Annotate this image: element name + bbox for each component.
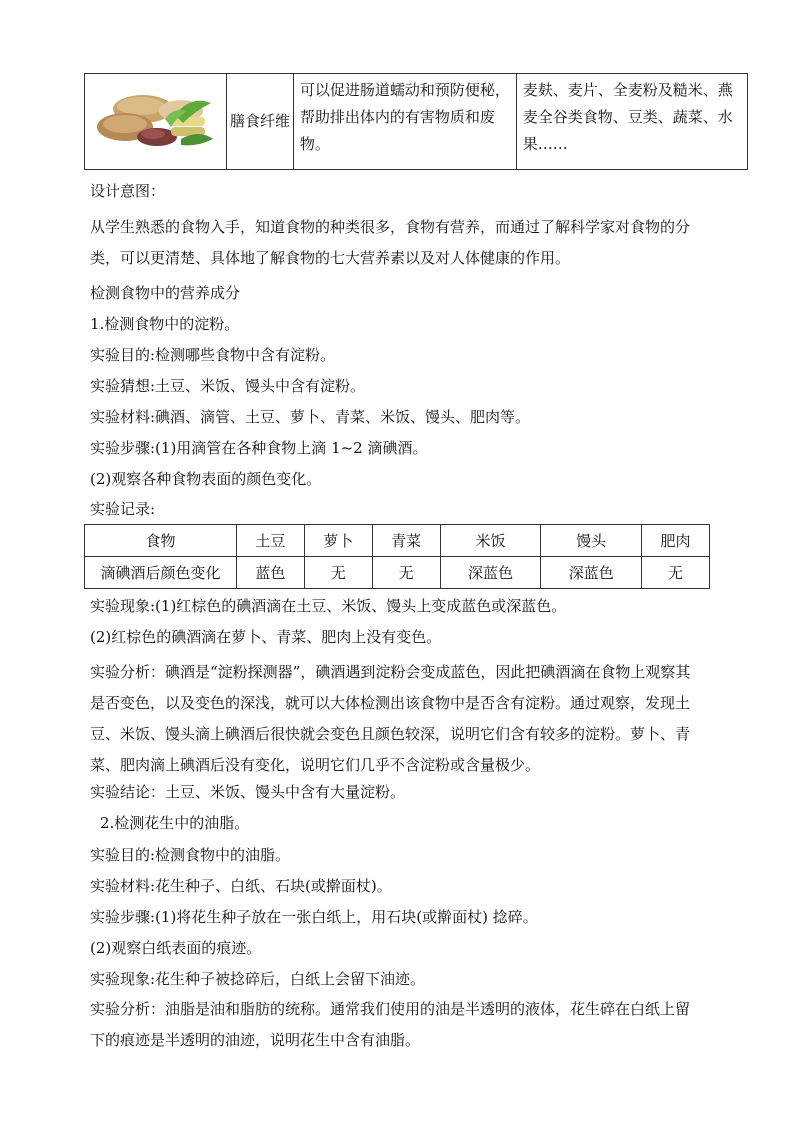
- exp2-purpose: 实验目的:检测食物中的油脂。: [90, 846, 291, 864]
- experiment-table: [84, 524, 710, 589]
- food-image: [95, 89, 217, 155]
- exp1-step1: 实验步骤:(1)用滴管在各种食物上滴 1~2 滴碘酒。: [90, 439, 428, 457]
- exp2-phenomenon: 实验现象:花生种子被捻碎后，白纸上会留下油迹。: [90, 970, 426, 988]
- table-cell: 滴碘酒后颜色变化: [85, 557, 237, 589]
- exp1-purpose: 实验目的:检测哪些食物中含有淀粉。: [90, 346, 336, 364]
- table-header-cell: 米饭: [440, 525, 541, 557]
- table-header-cell: 青菜: [372, 525, 440, 557]
- exp2-title: 2.检测花生中的油脂。: [100, 814, 250, 832]
- table-header-cell: 萝卜: [304, 525, 372, 557]
- section-title: 检测食物中的营养成分: [90, 284, 241, 302]
- table-cell: 蓝色: [237, 557, 305, 589]
- table-row: [85, 74, 748, 170]
- table-cell: 深蓝色: [440, 557, 541, 589]
- exp1-conclusion: 实验结论：土豆、米饭、馒头中含有大量淀粉。: [90, 783, 406, 801]
- table-header-cell: 馒头: [541, 525, 642, 557]
- nutrient-name: 膳食纤维: [227, 74, 294, 170]
- table-header-cell: 食物: [85, 525, 237, 557]
- exp1-analysis: 实验分析：碘酒是“淀粉探测器”，碘酒遇到淀粉会变成蓝色，因此把碘酒滴在食物上观察其是否变色，以及变色的深浅，就可以大体检测出该食物中是否含有淀粉。通过观察，发现土豆、米饭、馒头滴上碘酒后很快就会变色且颜色较深，说明它们含有较多的淀粉。萝卜、青菜、肥肉滴上碘酒后没有变化，说明它们几乎不含淀粉或含量极少。: [90, 663, 691, 774]
- exp2-analysis: 实验分析：油脂是油和脂肪的统称。通常我们使用的油是半透明的液体，花生碎在白纸上留下的痕迹是半透明的油迹，说明花生中含有油脂。: [90, 1000, 691, 1049]
- table-header-cell: 土豆: [237, 525, 305, 557]
- design-intent-body: 从学生熟悉的食物入手，知道食物的种类很多，食物有营养，而通过了解科学家对食物的分类，可以更清楚、具体地了解食物的七大营养素以及对人体健康的作用。: [90, 218, 691, 267]
- nutrient-table: [84, 73, 748, 170]
- exp1-hypothesis: 实验猜想:土豆、米饭、馒头中含有淀粉。: [90, 377, 366, 395]
- table-cell: 深蓝色: [541, 557, 642, 589]
- exp1-phenomenon2: (2)红棕色的碘酒滴在萝卜、青菜、肥肉上没有变色。: [90, 628, 442, 646]
- exp2-materials: 实验材料:花生种子、白纸、石块(或擀面杖)。: [90, 877, 392, 895]
- exp1-title: 1.检测食物中的淀粉。: [90, 315, 240, 333]
- design-intent-heading: 设计意图：: [90, 182, 166, 200]
- exp1-step2: (2)观察各种食物表面的颜色变化。: [90, 470, 322, 488]
- table-header-row: [85, 525, 710, 557]
- food-image-cell: [85, 74, 227, 170]
- exp1-record-label: 实验记录:: [90, 500, 156, 518]
- exp2-step1: 实验步骤:(1)将花生种子放在一张白纸上，用石块(或擀面杖) 捻碎。: [90, 908, 538, 926]
- exp2-step2: (2)观察白纸表面的痕迹。: [90, 939, 262, 957]
- table-cell: 无: [304, 557, 372, 589]
- table-header-cell: 肥肉: [642, 525, 710, 557]
- nutrient-function: 可以促进肠道蠕动和预防便秘，帮助排出体内的有害物质和废物。: [293, 74, 516, 170]
- exp1-phenomenon1: 实验现象:(1)红棕色的碘酒滴在土豆、米饭、馒头上变成蓝色或深蓝色。: [90, 597, 567, 615]
- table-cell: 无: [642, 557, 710, 589]
- nutrient-sources: 麦麸、麦片、全麦粉及糙米、燕麦全谷类食物、豆类、蔬菜、水果……: [516, 74, 747, 170]
- table-row: [85, 557, 710, 589]
- table-cell: 无: [372, 557, 440, 589]
- exp1-materials: 实验材料:碘酒、滴管、土豆、萝卜、青菜、米饭、馒头、肥肉等。: [90, 408, 531, 426]
